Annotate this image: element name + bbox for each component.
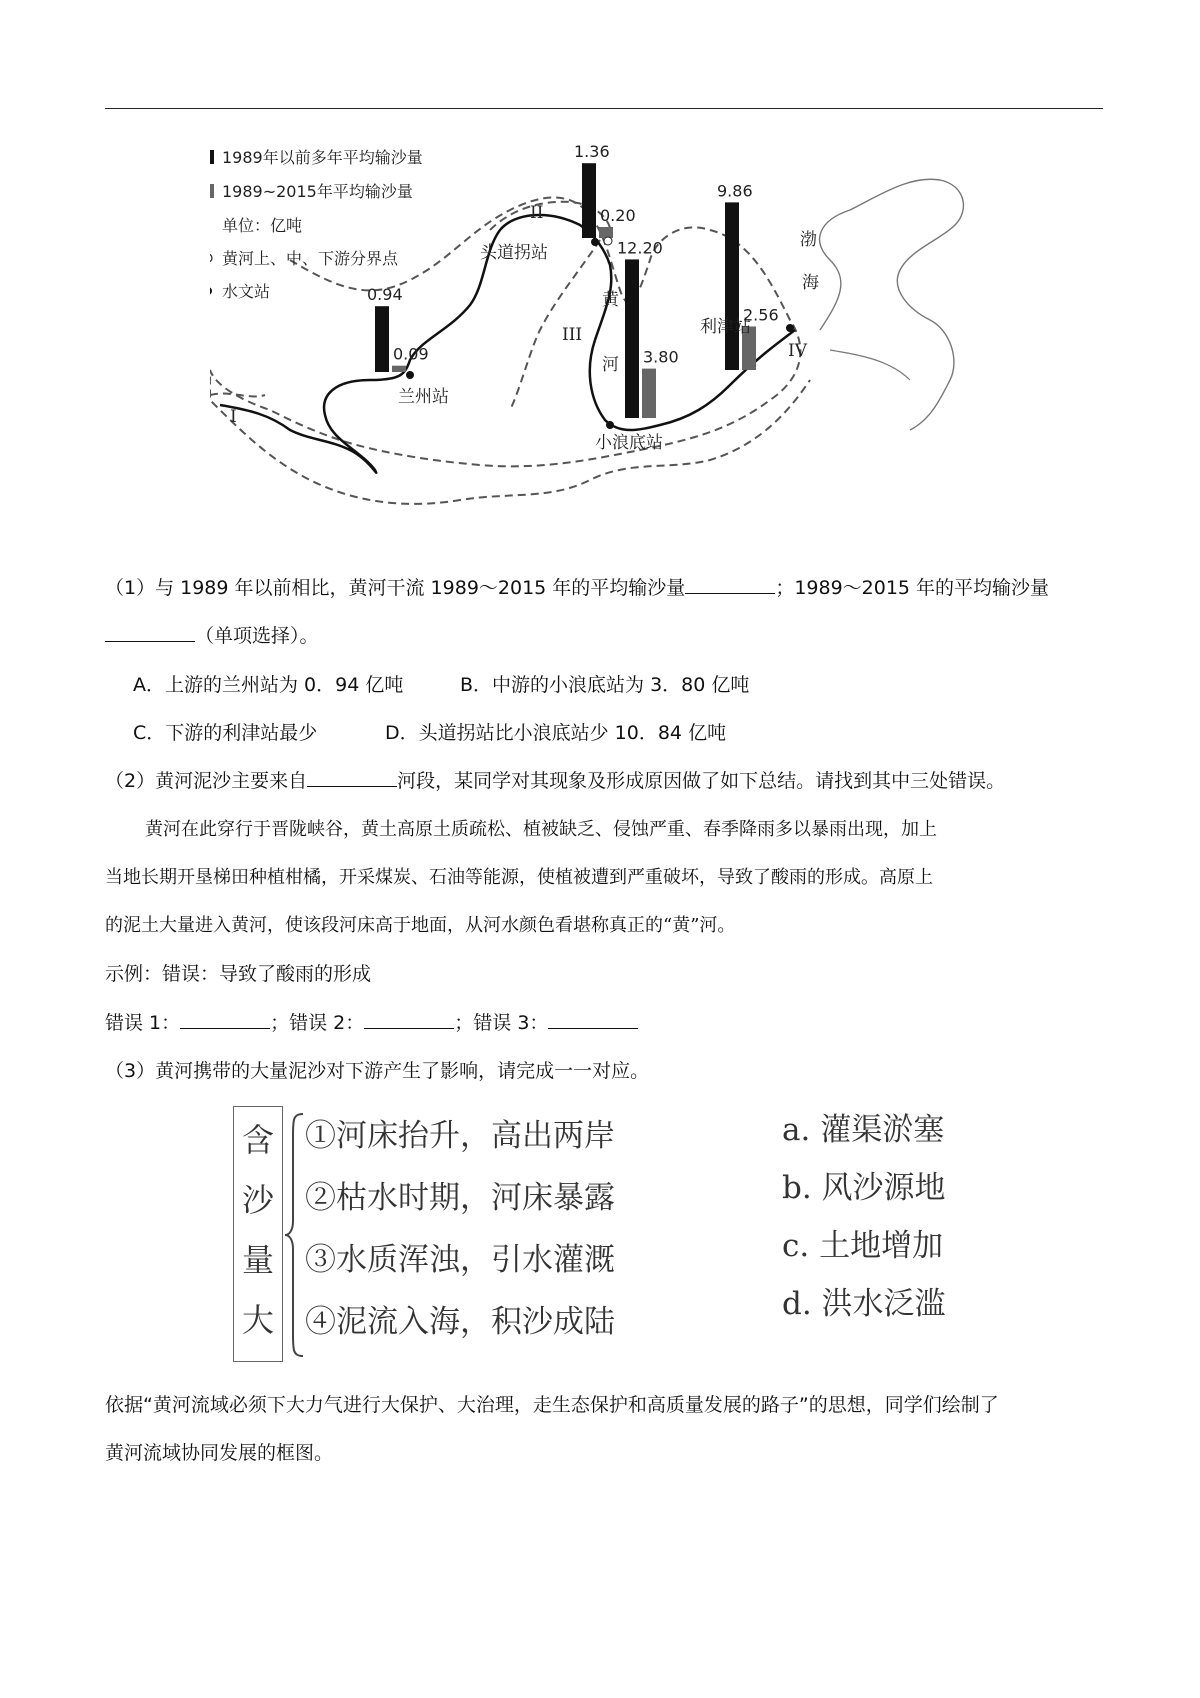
value-label-after-1: 0.09 bbox=[393, 344, 429, 364]
q2-paragraph-3: 的泥土大量进入黄河，使该段河床高于地面，从河水颜色看堪称真正的“黄”河。 bbox=[105, 915, 736, 936]
q2-blank[interactable] bbox=[307, 768, 397, 787]
q3-option-c: c. 土地增加 bbox=[782, 1228, 944, 1264]
q2-err2-label: ；错误 2： bbox=[270, 1012, 365, 1034]
q2-example: 示例：错误：导致了酸雨的形成 bbox=[105, 963, 372, 985]
q1-option-a: A．上游的兰州站为 0．94 亿吨 bbox=[133, 674, 404, 696]
q3-vertical-char-1: 含 bbox=[241, 1121, 274, 1159]
value-label-before-2: 1.36 bbox=[574, 142, 610, 162]
q1-option-b: B．中游的小浪底站为 3．80 亿吨 bbox=[460, 674, 750, 696]
q2-stem-a: （2）黄河泥沙主要来自 bbox=[105, 770, 308, 792]
q2-err3-label: ；错误 3： bbox=[454, 1012, 549, 1034]
legend-station-icon bbox=[210, 287, 212, 295]
closing-line-1: 依据“黄河流域必须下大力气进行大保护、大治理，走生态保护和高质量发展的路子”的思想，同学们绘制了 bbox=[105, 1394, 999, 1416]
sea-label-2: 海 bbox=[802, 273, 819, 293]
station-label-1: 兰州站 bbox=[398, 387, 449, 407]
legend-swatch-before bbox=[210, 150, 214, 164]
bar-before-3 bbox=[625, 259, 639, 418]
q2-errors-line bbox=[105, 1010, 638, 1037]
station-label-3: 小浪底站 bbox=[595, 433, 663, 453]
legend-station: 水文站 bbox=[222, 282, 271, 301]
value-label-before-4: 9.86 bbox=[717, 181, 753, 201]
river-label-2: 河 bbox=[602, 355, 619, 375]
coastline-2 bbox=[830, 350, 910, 380]
river-label-1: 黄 bbox=[602, 290, 619, 310]
q2-line1 bbox=[105, 768, 1005, 795]
q1-stem-b: ；1989～2015 年的平均输沙量 bbox=[775, 577, 1050, 599]
region-boundary-3 bbox=[510, 240, 600, 410]
bar-before-1 bbox=[375, 306, 389, 372]
bar-after-1 bbox=[392, 366, 406, 372]
yellow-river-sediment-map bbox=[210, 140, 970, 560]
station-dot-toudaoguai bbox=[591, 238, 599, 246]
value-label-before-3: 12.20 bbox=[617, 238, 663, 258]
legend-boundary-icon bbox=[210, 254, 212, 262]
q1-option-d: D．头道拐站比小浪底站少 10．84 亿吨 bbox=[385, 722, 727, 744]
q3-vertical-char-2: 沙 bbox=[241, 1181, 274, 1219]
station-label-2: 头道拐站 bbox=[480, 243, 548, 263]
q1-blank-2[interactable] bbox=[105, 623, 195, 642]
q3-option-d: d. 洪水泛滥 bbox=[782, 1286, 946, 1322]
station-dot-lijin bbox=[786, 324, 794, 332]
region-label-4: IV bbox=[788, 341, 807, 361]
q1-option-c: C．下游的利津站最少 bbox=[133, 722, 318, 744]
value-label-before-1: 0.94 bbox=[367, 285, 403, 305]
coastline bbox=[820, 179, 964, 430]
value-label-after-3: 3.80 bbox=[643, 347, 679, 367]
q1-blank-1[interactable] bbox=[685, 575, 775, 594]
sea-label-1: 渤 bbox=[800, 230, 817, 250]
region-label-3: III bbox=[562, 325, 583, 345]
q3-item-4: ④泥流入海，积沙成陆 bbox=[305, 1304, 615, 1340]
value-label-after-2: 0.20 bbox=[600, 206, 636, 225]
legend-series2: 1989~2015年平均输沙量 bbox=[222, 182, 413, 201]
q3-match-figure bbox=[233, 1106, 643, 1364]
region-label-2: II bbox=[530, 203, 544, 223]
q3-vertical-box bbox=[233, 1106, 283, 1362]
q1-line2 bbox=[105, 623, 319, 650]
q3-vertical-char-3: 量 bbox=[241, 1241, 274, 1279]
bar-before-4 bbox=[725, 202, 739, 370]
q2-paragraph-1: 黄河在此穿行于晋陇峡谷，黄土高原土质疏松、植被缺乏、侵蚀严重、春季降雨多以暴雨出现，加上 bbox=[145, 819, 937, 840]
q3-item-3: ③水质浑浊，引水灌溉 bbox=[305, 1242, 615, 1278]
value-label-after-4: 2.56 bbox=[743, 305, 779, 325]
q2-err2-blank[interactable] bbox=[364, 1010, 454, 1029]
q3-vertical-char-4: 大 bbox=[241, 1301, 274, 1339]
q1-line1 bbox=[105, 575, 1049, 602]
bar-after-3 bbox=[642, 369, 656, 418]
legend-unit: 单位：亿吨 bbox=[222, 216, 303, 235]
q2-err1-label: 错误 1： bbox=[105, 1012, 181, 1034]
q3-option-b: b. 风沙源地 bbox=[782, 1170, 946, 1206]
q3-item-1: ①河床抬升，高出两岸 bbox=[305, 1118, 615, 1154]
region-label-1: I bbox=[230, 407, 237, 427]
q3-line: （3）黄河携带的大量泥沙对下游产生了影响，请完成一一对应。 bbox=[105, 1060, 650, 1082]
q3-item-2: ②枯水时期，河床暴露 bbox=[305, 1180, 615, 1216]
q3-brace-icon bbox=[283, 1106, 307, 1364]
closing-line-2: 黄河流域协同发展的框图。 bbox=[105, 1442, 334, 1464]
q2-err1-blank[interactable] bbox=[180, 1010, 270, 1029]
q1-note: （单项选择）。 bbox=[195, 625, 319, 647]
station-label-4: 利津站 bbox=[700, 317, 751, 337]
legend-swatch-after bbox=[210, 184, 214, 198]
legend-boundary: 黄河上、中、下游分界点 bbox=[222, 249, 399, 268]
q1-stem: （1）与 1989 年以前相比，黄河干流 1989～2015 年的平均输沙量 bbox=[105, 577, 686, 599]
q2-paragraph-2: 当地长期开垦梯田种植柑橘，开采煤炭、石油等能源，使植被遭到严重破坏，导致了酸雨的形成。高原上 bbox=[105, 867, 933, 888]
bar-before-2 bbox=[582, 163, 596, 238]
station-dot-xiaolangdi bbox=[606, 421, 614, 429]
q2-err3-blank[interactable] bbox=[548, 1010, 638, 1029]
q3-option-a: a. 灌渠淤塞 bbox=[782, 1112, 945, 1148]
header-rule bbox=[105, 108, 1103, 109]
legend-series1: 1989年以前多年平均输沙量 bbox=[222, 148, 423, 167]
q2-stem-b: 河段，某同学对其现象及形成原因做了如下总结。请找到其中三处错误。 bbox=[397, 770, 1006, 792]
boundary-dot-upper-middle bbox=[604, 237, 612, 245]
bar-after-2 bbox=[599, 227, 613, 238]
station-dot-lanzhou bbox=[406, 371, 414, 379]
